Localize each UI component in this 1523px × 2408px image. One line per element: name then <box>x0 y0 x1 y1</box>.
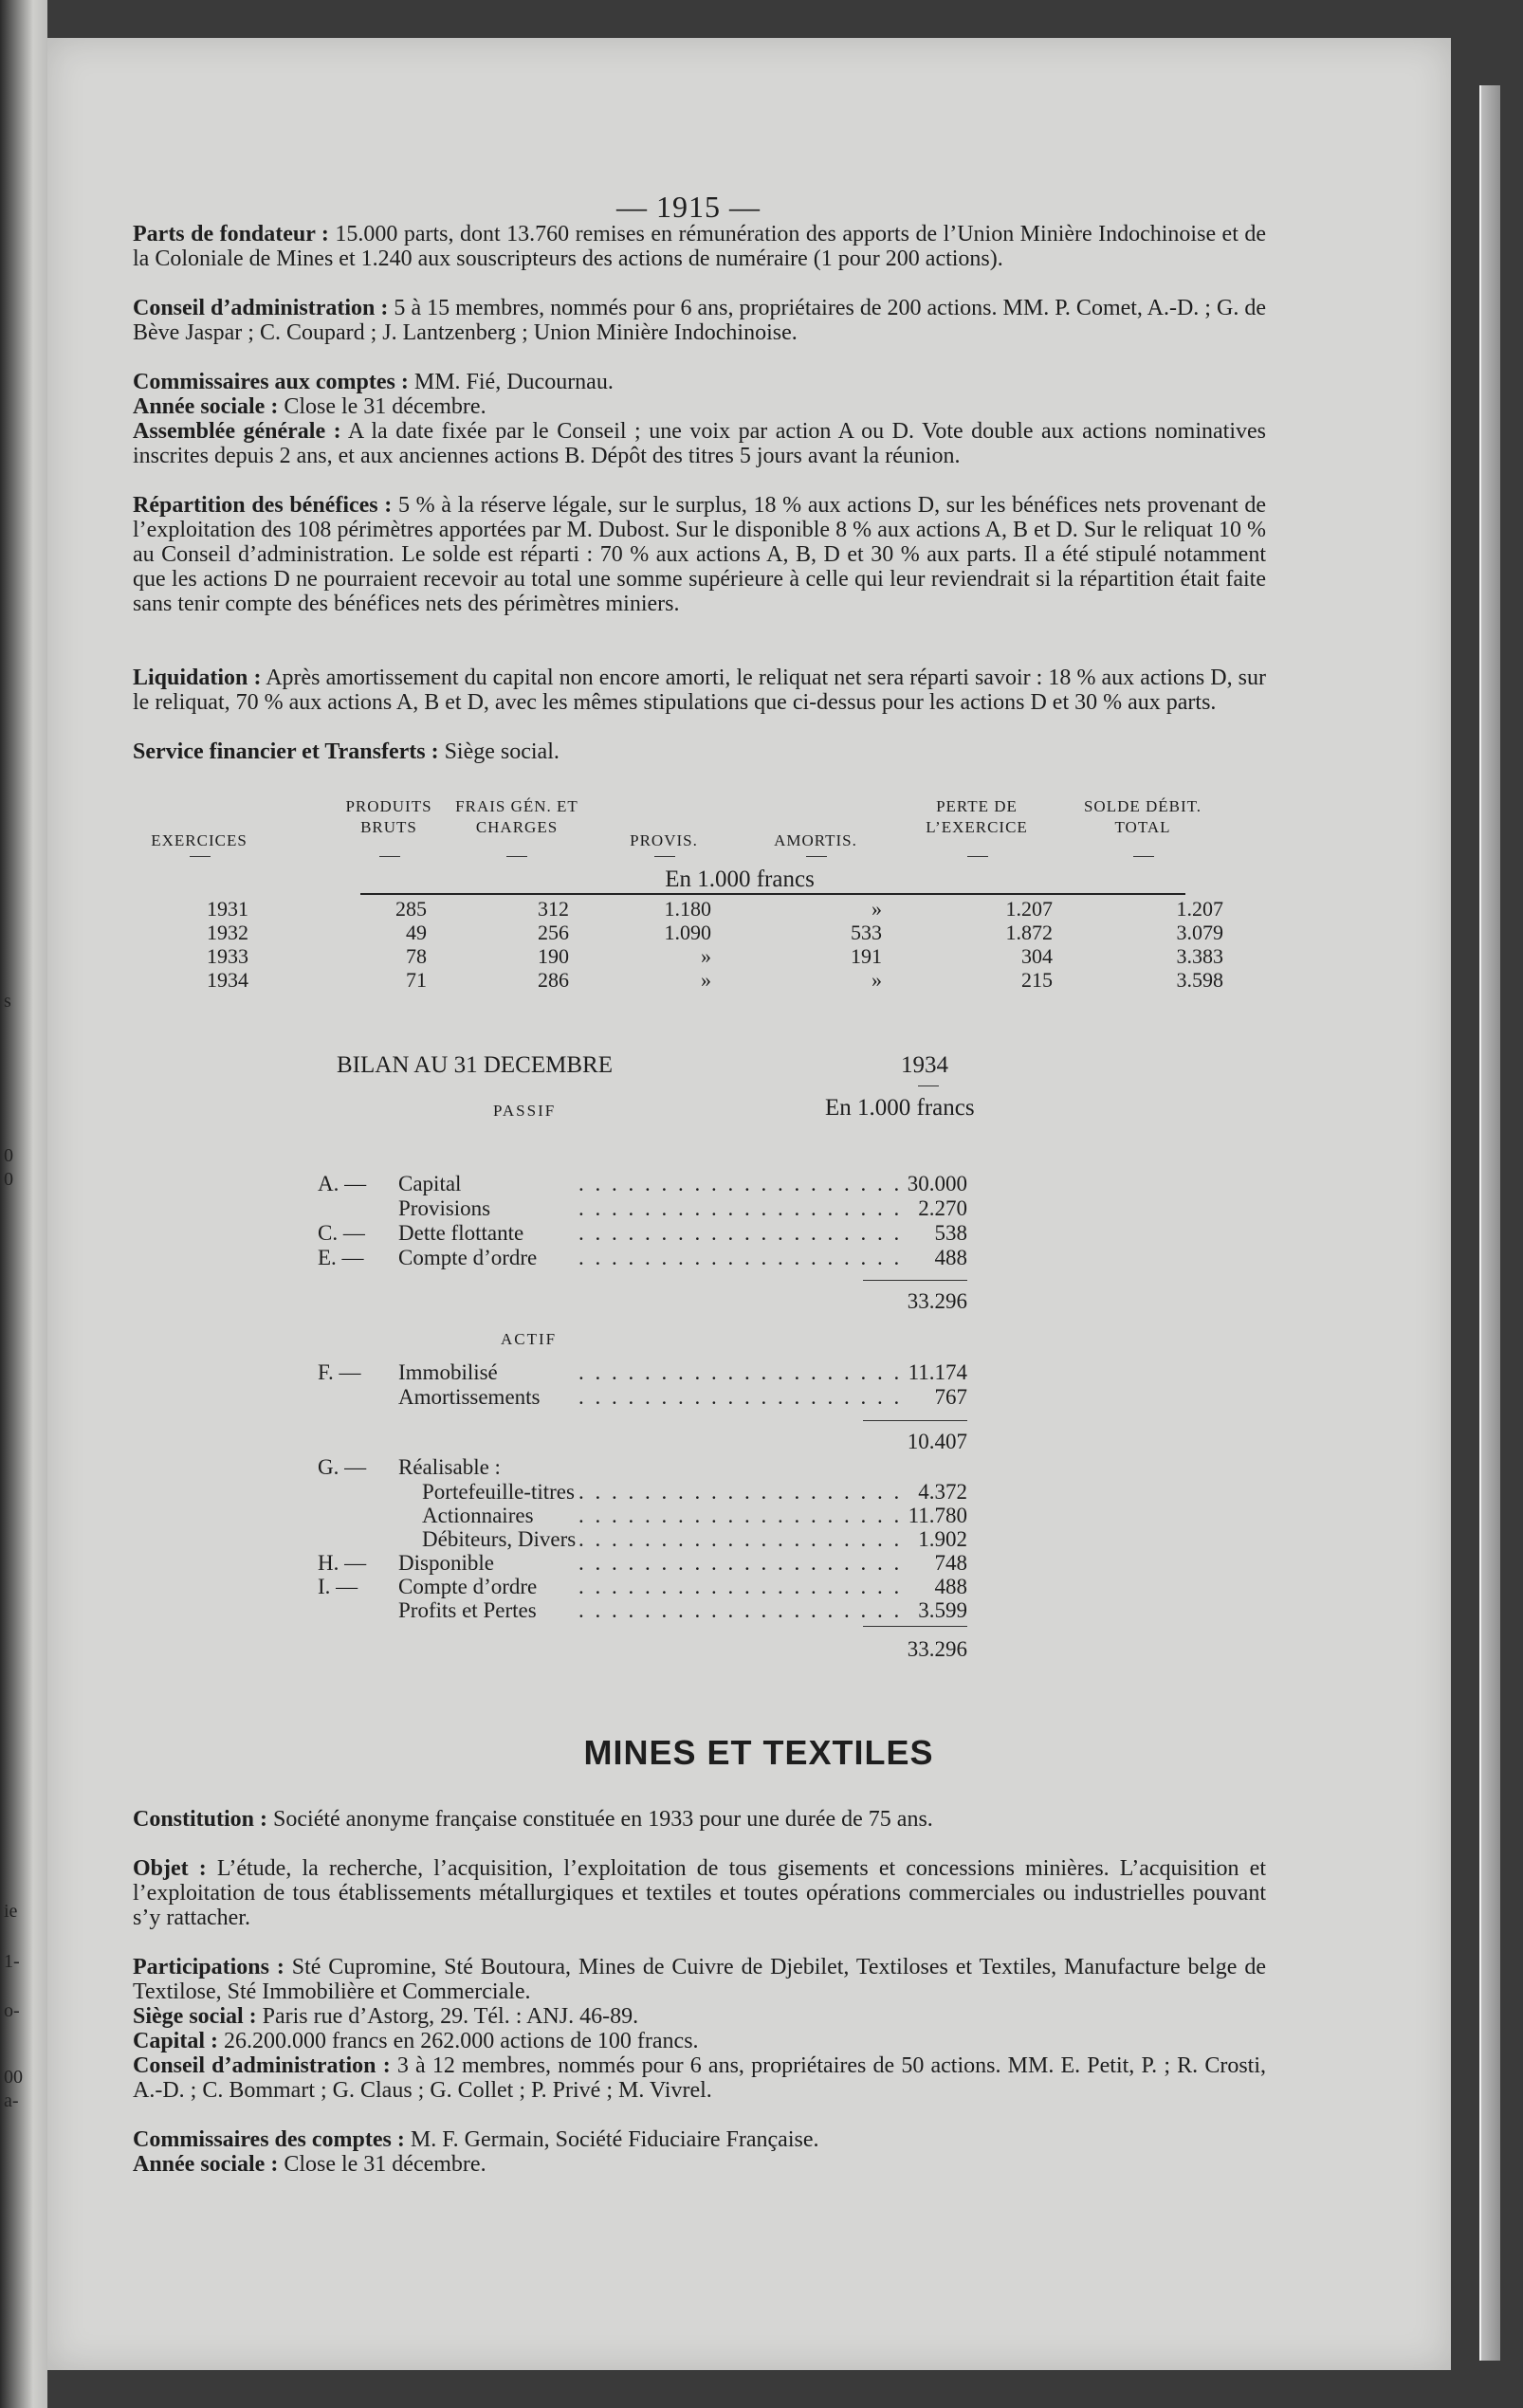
paragraph-text: Close le 31 décembre. <box>278 394 486 419</box>
total-rule <box>863 1626 967 1627</box>
value-cell: 78 <box>406 944 427 968</box>
value-cell: 3.383 <box>1176 944 1223 968</box>
value-cell: 285 <box>395 897 427 921</box>
margin-mark: a- <box>4 2090 19 2111</box>
paragraph-text: 15.000 parts, dont 13.760 remises en rémunération des apports de l’Union Minière Indochinoise et de la Coloniale de Mines et 1.240 aux souscripteurs des actions de numéraire (1 pour 200 actions). <box>133 222 1266 271</box>
item-label: Profits et Pertes <box>398 1598 537 1622</box>
value-cell: 312 <box>538 897 569 921</box>
paragraph-text: Après amortissement du capital non encore amorti, le reliquat net sera réparti savoir : 18 % aux actions D, sur le reliquat, 70 % aux actions A, B et D, avec les mêmes stipulations que ci-dessus pour les actions D et 30 % aux parts. <box>133 666 1266 715</box>
paragraph-label: Objet : <box>133 1856 207 1881</box>
item-label: Compte d’ordre <box>398 1246 538 1269</box>
total-rule <box>863 1280 967 1281</box>
paragraph-label: Capital : <box>133 2029 218 2053</box>
paragraph-text: L’étude, la recherche, l’acquisition, l’exploitation de tous gisements et concessions minières. L’acquisition et l’exploitation de tous établissements métallurgiques et textiles et toutes opérations commerciales ou industrielles pouvant s’y rattacher. <box>133 1856 1267 1930</box>
column-header: PRODUITS BRUTS <box>345 797 432 836</box>
year-cell: 1934 <box>207 968 248 992</box>
paragraph-text: 3 à 12 membres, nommés pour 6 ans, propriétaires de 50 actions. MM. E. Petit, P. ; R. Crosti, A.-D. ; C. Bommart ; G. Claus ; G. Collet ; P. Privé ; M. Vivrel. <box>133 2053 1266 2103</box>
document-page <box>47 38 1451 2370</box>
value-cell: » <box>872 897 882 921</box>
item-letter: I. — <box>318 1575 358 1598</box>
value-cell: 191 <box>851 944 882 968</box>
item-label: Actionnaires <box>422 1504 534 1527</box>
leader-dots: . . . . . . . . . . . . . . . . . . . . <box>578 1221 903 1245</box>
paragraph-label: Commissaires aux comptes : <box>133 370 409 394</box>
value-cell: 1.207 <box>1176 897 1223 921</box>
item-label: Dette flottante <box>398 1221 524 1245</box>
header-dash <box>379 856 400 857</box>
value-cell: » <box>701 944 711 968</box>
unit-label: En 1.000 francs <box>597 867 882 893</box>
item-label: Immobilisé <box>398 1360 498 1384</box>
paragraph-text: Paris rue d’Astorg, 29. Tél. : ANJ. 46-89. <box>256 2004 639 2029</box>
column-header: SOLDE DÉBIT. TOTAL <box>1083 797 1202 836</box>
item-value: 3.599 <box>918 1598 967 1622</box>
item-value: 748 <box>934 1551 967 1575</box>
item-value: 1.902 <box>918 1527 967 1551</box>
value-cell: 49 <box>406 921 427 944</box>
leader-dots: . . . . . . . . . . . . . . . . . . . . <box>578 1527 903 1551</box>
paragraph-repartition <box>133 493 1266 616</box>
paragraph-text: Sté Cupromine, Sté Boutoura, Mines de Cuivre de Djebilet, Textiloses et Textiles, Manufacture belge de Textilose, Sté Immobilière et Commerciale. <box>133 1955 1266 2004</box>
paragraph-label: Répartition des bénéfices : <box>133 493 393 518</box>
paragraph-annee-sociale <box>133 394 1266 419</box>
passif-total: 33.296 <box>907 1289 967 1313</box>
paragraph-label: Liquidation : <box>133 666 262 690</box>
leader-dots: . . . . . . . . . . . . . . . . . . . . <box>578 1504 903 1527</box>
realisable-label: Réalisable : <box>398 1455 501 1479</box>
paragraph-conseil-2 <box>133 2053 1266 2103</box>
paragraph-commissaires-2 <box>133 2127 1266 2152</box>
value-cell: 256 <box>538 921 569 944</box>
item-label: Portefeuille-titres <box>422 1480 575 1504</box>
value-cell: 1.872 <box>1005 921 1053 944</box>
column-header: FRAIS GÉN. ET CHARGES <box>455 797 578 836</box>
paragraph-participations <box>133 1955 1266 2004</box>
item-letter: E. — <box>318 1246 364 1269</box>
value-cell: 190 <box>538 944 569 968</box>
paragraph-label: Siège social : <box>133 2004 257 2029</box>
paragraph-annee-sociale-2 <box>133 2152 1266 2177</box>
leader-dots: . . . . . . . . . . . . . . . . . . . . <box>578 1172 903 1195</box>
section-title: MINES ET TEXTILES <box>583 1733 934 1772</box>
header-dash <box>806 856 827 857</box>
year-cell: 1933 <box>207 944 248 968</box>
item-letter: A. — <box>318 1172 367 1195</box>
leader-dots: . . . . . . . . . . . . . . . . . . . . <box>578 1385 903 1409</box>
realisable-letter: G. — <box>318 1455 367 1479</box>
item-value: 488 <box>934 1246 967 1269</box>
balance-title: BILAN AU 31 DECEMBRE <box>337 1052 613 1078</box>
item-label: Compte d’ordre <box>398 1575 538 1598</box>
value-cell: » <box>872 968 882 992</box>
item-value: 11.780 <box>908 1504 967 1527</box>
column-header: AMORTIS. <box>774 831 857 849</box>
paragraph-label: Conseil d’administration : <box>133 2053 391 2078</box>
balance-year: 1934 <box>901 1052 948 1078</box>
header-dash <box>1133 856 1154 857</box>
paragraph-label: Année sociale : <box>133 2152 279 2177</box>
paragraph-label: Conseil d’administration : <box>133 296 389 320</box>
leader-dots: . . . . . . . . . . . . . . . . . . . . <box>578 1480 903 1504</box>
margin-mark: 0 <box>4 1169 13 1190</box>
actif-subtotal: 10.407 <box>907 1430 967 1453</box>
item-label: Amortissements <box>398 1385 541 1409</box>
leader-dots: . . . . . . . . . . . . . . . . . . . . <box>578 1196 903 1220</box>
item-value: 767 <box>934 1385 967 1409</box>
paragraph-text: MM. Fié, Ducournau. <box>408 370 614 394</box>
header-dash <box>506 856 527 857</box>
unit-rule <box>360 893 1185 895</box>
paragraph-assemblee <box>133 419 1266 468</box>
margin-mark: 0 <box>4 1145 13 1166</box>
item-letter: F. — <box>318 1360 361 1384</box>
column-header: EXERCICES <box>151 831 248 849</box>
header-dash <box>654 856 675 857</box>
paragraph-constitution <box>133 1807 1266 1832</box>
actif-label: ACTIF <box>501 1330 558 1348</box>
item-letter: C. — <box>318 1221 365 1245</box>
leader-dots: . . . . . . . . . . . . . . . . . . . . <box>578 1246 903 1269</box>
value-cell: 533 <box>851 921 882 944</box>
column-header: PERTE DE L’EXERCICE <box>926 797 1028 836</box>
paragraph-label: Constitution : <box>133 1807 268 1832</box>
value-cell: 1.090 <box>664 921 711 944</box>
header-dash <box>190 856 211 857</box>
subtotal-rule <box>863 1420 967 1421</box>
item-label: Débiteurs, Divers <box>422 1527 577 1551</box>
item-letter: H. — <box>318 1551 367 1575</box>
item-value: 11.174 <box>908 1360 967 1384</box>
value-cell: 71 <box>406 968 427 992</box>
paragraph-label: Service financier et Transferts : <box>133 739 439 764</box>
header-dash <box>967 856 988 857</box>
value-cell: » <box>701 968 711 992</box>
leader-dots: . . . . . . . . . . . . . . . . . . . . <box>578 1598 903 1622</box>
adjacent-page-strip <box>0 0 47 2408</box>
paragraph-service <box>133 739 1266 764</box>
item-value: 2.270 <box>918 1196 967 1220</box>
actif-total: 33.296 <box>907 1637 967 1661</box>
item-value: 538 <box>934 1221 967 1245</box>
paragraph-label: Assemblée générale : <box>133 419 341 444</box>
paragraph-liquidation <box>133 666 1266 715</box>
paragraph-label: Commissaires des comptes : <box>133 2127 405 2152</box>
value-cell: 3.079 <box>1176 921 1223 944</box>
paragraph-label: Parts de fondateur : <box>133 222 329 246</box>
item-value: 30.000 <box>907 1172 967 1195</box>
margin-mark: 1- <box>4 1951 20 1972</box>
value-cell: 1.207 <box>1005 897 1053 921</box>
passif-label: PASSIF <box>493 1102 557 1120</box>
header-dash <box>918 1085 939 1086</box>
item-value: 488 <box>934 1575 967 1598</box>
year-cell: 1932 <box>207 921 248 944</box>
paragraph-label: Année sociale : <box>133 394 279 419</box>
value-cell: 304 <box>1021 944 1053 968</box>
paragraph-text: 26.200.000 francs en 262.000 actions de 100 francs. <box>218 2029 699 2053</box>
paragraph-text: Close le 31 décembre. <box>278 2152 486 2177</box>
paragraph-commissaires <box>133 370 1266 394</box>
margin-mark: o- <box>4 2000 20 2021</box>
paragraph-capital <box>133 2029 1266 2053</box>
paragraph-parts-fondateur <box>133 222 1266 271</box>
leader-dots: . . . . . . . . . . . . . . . . . . . . <box>578 1575 903 1598</box>
value-cell: 3.598 <box>1176 968 1223 992</box>
paragraph-label: Participations : <box>133 1955 284 1979</box>
margin-mark: ie <box>4 1901 18 1922</box>
paragraph-text: A la date fixée par le Conseil ; une voix par action A ou D. Vote double aux actions nominatives inscrites depuis 2 ans, et aux anciennes actions B. Dépôt des titres 5 jours avant la réunion. <box>133 419 1266 468</box>
leader-dots: . . . . . . . . . . . . . . . . . . . . <box>578 1551 903 1575</box>
paragraph-text: Société anonyme française constituée en 1933 pour une durée de 75 ans. <box>267 1807 933 1832</box>
paragraph-text: Siège social. <box>438 739 560 764</box>
page-edge <box>1479 85 1500 2361</box>
paragraph-siege <box>133 2004 1266 2029</box>
leader-dots: . . . . . . . . . . . . . . . . . . . . <box>578 1360 903 1384</box>
item-value: 4.372 <box>918 1480 967 1504</box>
paragraph-objet <box>133 1856 1266 1930</box>
item-label: Provisions <box>398 1196 491 1220</box>
item-label: Disponible <box>398 1551 494 1575</box>
year-cell: 1931 <box>207 897 248 921</box>
paragraph-text: M. F. Germain, Société Fiduciaire Française. <box>404 2127 819 2152</box>
value-cell: 1.180 <box>664 897 711 921</box>
value-cell: 286 <box>538 968 569 992</box>
margin-mark: 00 <box>4 2067 23 2088</box>
paragraph-conseil <box>133 296 1266 345</box>
balance-unit: En 1.000 francs <box>825 1095 975 1121</box>
value-cell: 215 <box>1021 968 1053 992</box>
column-header: PROVIS. <box>630 831 698 849</box>
paragraph-text: 5 % à la réserve légale, sur le surplus, 18 % aux actions D, sur les bénéfices nets provenant de l’exploitation des 108 périmètres apportées par M. Dubost. Sur le disponible 8 % aux actions A, B et D. Sur le reliquat 10 % au Conseil d’administration. Le solde est réparti : 70 % aux actions A, B, D et 30 % aux parts. Il a été stipulé notamment que les actions D ne pourraient recevoir au total une somme supérieure à celle qui leur reviendrait si la répartition était faite sans tenir compte des bénéfices nets des périmètres miniers. <box>133 493 1266 616</box>
margin-mark: s <box>4 991 11 1012</box>
paragraph-text: 5 à 15 membres, nommés pour 6 ans, propriétaires de 200 actions. MM. P. Comet, A.-D. ; G. de Bève Jaspar ; C. Coupard ; J. Lantzenberg ; Union Minière Indochinoise. <box>133 296 1266 345</box>
page-number: — 1915 — <box>616 190 761 224</box>
item-label: Capital <box>398 1172 462 1195</box>
